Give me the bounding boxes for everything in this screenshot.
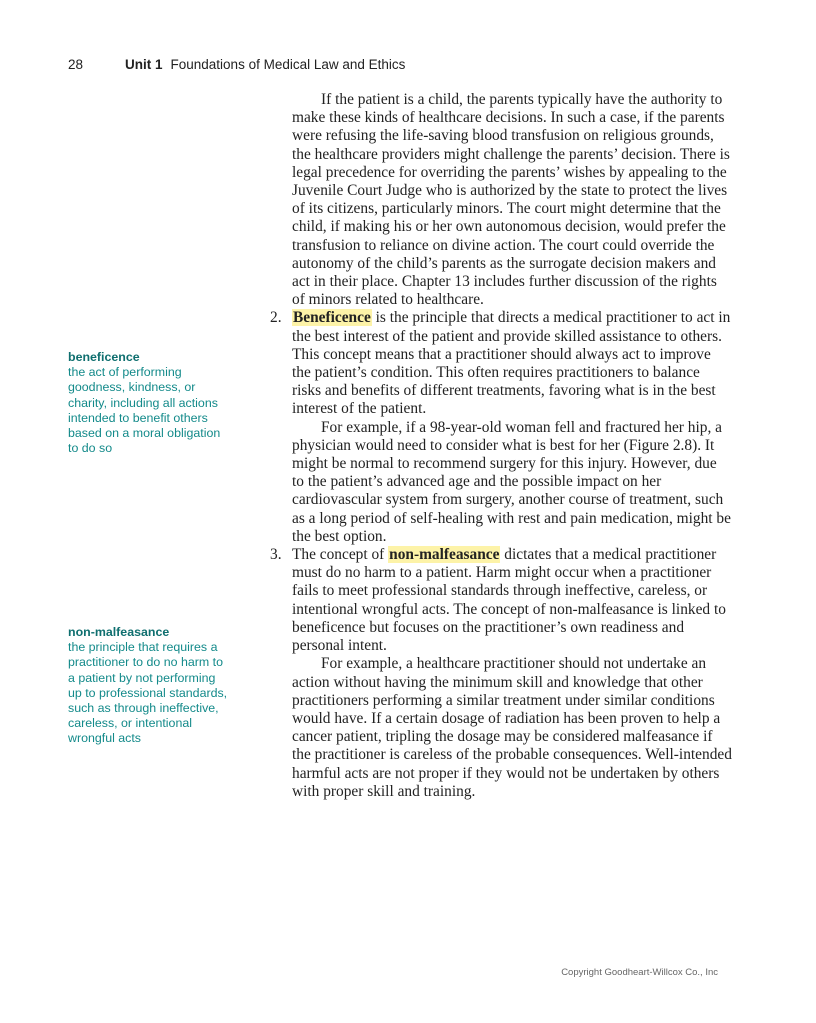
list-item-beneficence — [270, 309, 732, 546]
list-item-non-malfeasance — [270, 546, 732, 801]
list-number: 2. — [270, 309, 282, 327]
definition-paragraph: The concept of non-malfeasance dictates that a medical practitioner must do no harm to a patient. Harm might occur when a practitioner fails to meet professional standards through ineffective, careless, or intentional wrongful acts. The concept of non-malfeasance is linked to beneficence but focuses on the practitioner’s own readiness and personal intent. — [292, 546, 726, 655]
example-paragraph: For example, if a 98-year-old woman fell and fractured her hip, a physician would need to consider what is best for her (Figure 2.8). It might be normal to recommend surgery for this injury. However, due to the patient’s advanced age and the possible impact on her cardiovascular system from surgery, another course of treatment, such as a long period of self-healing with rest and pain medication, might be the best option. — [292, 418, 731, 545]
glossary-entry-beneficence — [68, 350, 228, 456]
highlighted-term: Beneficence — [293, 309, 371, 327]
example-paragraph: For example, a healthcare practitioner should not undertake an action without having the minimum skill and knowledge that other practitioners performing a similar treatment under similar conditions would have. If a certain dosage of radiation has been proven to help a cancer patient, tripling the dosage may be considered malfeasance if the practitioner is careless of the probable consequences. Well-intended harmful acts are not proper if they would not be undertaken by others with proper skill and training. — [292, 655, 732, 800]
unit-label: Unit 1 — [125, 57, 163, 72]
unit-title: Foundations of Medical Law and Ethics — [170, 57, 406, 72]
list-number: 3. — [270, 546, 282, 564]
intro-paragraph: If the patient is a child, the parents typically have the authority to make these kinds of healthcare decisions. In such a case, if the parents were refusing the life-saving blood transfusion on religious grounds, the healthcare providers might challenge the parents’ decision. There is legal precedence for overriding the parents’ wishes by appealing to the Juvenile Court Judge who is authorized by the state to protect the lives of its citizens, particularly minors. The court might determine that the child, if making his or her own autonomous decision, would prefer the transfusion to reliance on divine action. The court could override the autonomy of the child’s parents as the surrogate decision makers and act in their place. Chapter 13 includes further discussion of the rights of minors related to healthcare. — [292, 91, 730, 309]
glossary-definition: the act of performing goodness, kindness, or charity, including all actions intended to benefit others based on a moral obligation to do so — [68, 365, 221, 456]
glossary-entry-non-malfeasance — [68, 625, 228, 747]
glossary-definition: the principle that requires a practitioner to do no harm to a patient by not performing up to professional standards, such as through ineffective, careless, or intentional wrongful acts — [68, 640, 228, 746]
highlighted-term: non-malfeasance — [389, 546, 500, 564]
page-number: 28 — [68, 57, 84, 72]
copyright-footer: Copyright Goodheart-Willcox Co., Inc — [561, 967, 718, 978]
glossary-term: non-malfeasance — [68, 625, 170, 639]
glossary-term: beneficence — [68, 350, 140, 364]
running-head — [68, 57, 405, 72]
main-text-column — [270, 91, 732, 801]
definition-paragraph: Beneficence is the principle that directs a medical practitioner to act in the best interest of the patient and provide skilled assistance to others. This concept means that a practitioner should always act to improve the patient’s condition. This often requires practitioners to balance risks and benefits of different treatments, favoring what is in the best interest of the patient. — [292, 309, 731, 418]
